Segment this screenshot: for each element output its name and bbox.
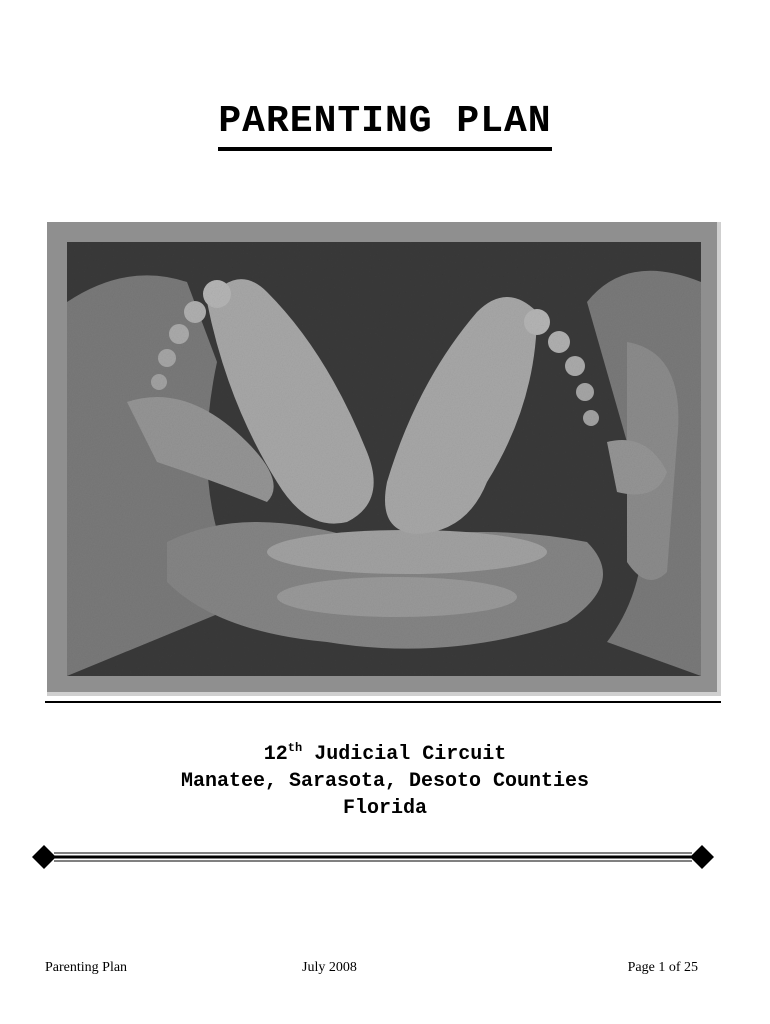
cover-photo-frame	[47, 222, 721, 696]
state-line: Florida	[342, 797, 427, 820]
title-text: PARENTING PLAN	[218, 100, 551, 151]
circuit-number: 12	[263, 743, 288, 766]
circuit-text: Judicial Circuit	[302, 743, 507, 766]
cover-photo-baby-feet-hands	[67, 242, 701, 676]
counties-line: Manatee, Sarasota, Desoto Counties	[180, 770, 590, 793]
circuit-line	[0, 735, 770, 768]
footer-document-name: Parenting Plan	[45, 960, 128, 975]
circuit-suffix: th	[287, 741, 303, 755]
section-divider	[45, 701, 721, 703]
document-title	[0, 100, 770, 151]
footer-date: July 2008	[302, 960, 357, 975]
footer-page-number: Page 1 of 25	[627, 960, 698, 975]
court-info	[0, 735, 770, 822]
diamond-rule-ornament	[30, 842, 720, 872]
